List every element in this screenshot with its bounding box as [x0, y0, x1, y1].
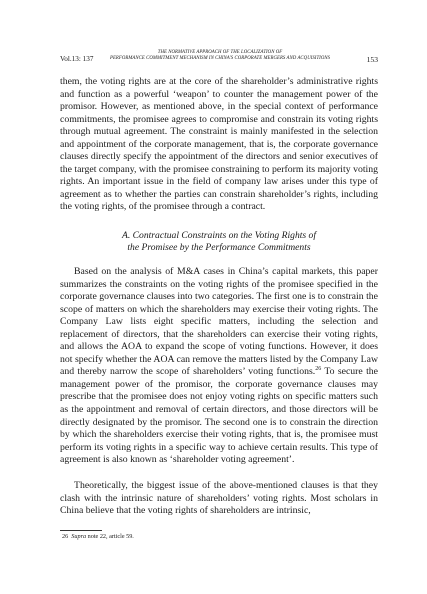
footnote-26: [62, 533, 134, 540]
footnote-reference[interactable]: 26: [315, 366, 322, 373]
footnote-number: 26: [62, 533, 69, 540]
paragraph-3-block: [60, 480, 378, 518]
running-title: [98, 50, 342, 63]
section-heading: [60, 230, 378, 255]
volume-label: Vol.13: 137: [60, 55, 94, 63]
running-title-line-2: PERFORMANCE COMMITMENT MECHANISM IN CHINA'S CORPORATE MERGERS AND ACQUISITIONS: [109, 56, 331, 62]
paragraph-2-part-1: Based on the analysis of M&A cases in China’s capital markets, this paper summarizes the constraints on the voting rights of the promisee specified in the corporate governance clauses into two categories. The first one is to constrain the scope of matters on which the shareholders may exercise their voting rights. The Company Law lists eight specific matters, including the selection and replacement of directors, that the shareholders can exercise their voting rights, and allows the AOA to expand the scope of voting functions. However, it does not specify whether the AOA can remove the matters listed by the Company Law and thereby narrow the scope of shareholders’ voting functions.: [60, 266, 378, 378]
paragraph-2-part-2: To secure the management power of the promisor, the corporate governance clauses may prescribe that the promisee does not enjoy voting rights on specific matters such as the appointment and removal of certain directors, and those directors will be directly designated by the promisor. The second one is to constrain the direction by which the shareholders exercise their voting rights, that is, the promisee must perform its voting rights in a specific way to achieve certain results. This type of agreement is also known as ‘shareholder voting agreement’.: [60, 366, 378, 466]
page-number: 153: [366, 55, 378, 64]
footnote-divider: [60, 530, 102, 531]
footnote-text: note 22, article 59.: [86, 533, 134, 540]
footnote-source: Supra: [71, 533, 87, 540]
paragraph-3: Theoretically, the biggest issue of the above-mentioned clauses is that they clash with the intrinsic nature of shareholders’ voting rights. Most scholars in China believe that the voting rights of shareholders are intrinsic,: [60, 480, 378, 517]
paragraph-2: [60, 266, 378, 467]
paragraph-1: them, the voting rights are at the core of the shareholder’s administrative rights and function as a powerful ‘weapon’ to counter the management power of the promisor. However, as mentioned above, in the special context of performance commitments, the promisee agrees to compromise and constrain its voting rights through mutual agreement. The constraint is mainly manifested in the selection and appointment of the corporate management, that is, the corporate governance clauses directly specify the appointment of the directors and senior executives of the target company, with the promisee constraining to perform its majority voting rights. An important issue in the field of company law arises under this type of agreement as to whether the parties can constrain shareholder’s rights, including the voting rights, of the promisee through a contract.: [60, 76, 378, 213]
running-header: [60, 48, 378, 72]
section-heading-line-1: A. Contractual Constraints on the Voting Rights of: [121, 230, 316, 241]
running-title-line-1: THE NORMATIVE APPROACH OF THE LOCALIZATION OF: [157, 50, 283, 55]
paragraph-2-block: [60, 266, 378, 467]
section-heading-line-2: the Promisee by the Performance Commitments: [127, 242, 311, 254]
paragraph-1-block: [60, 76, 378, 214]
